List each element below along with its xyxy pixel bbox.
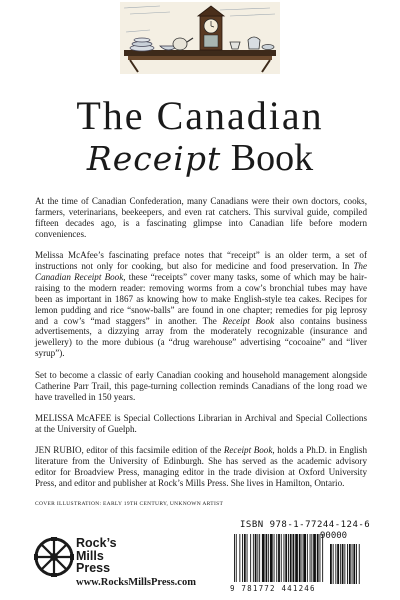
barcode-bar — [337, 544, 339, 584]
barcode-bar — [303, 534, 306, 582]
barcode-bar — [320, 534, 321, 582]
barcode-bars-main — [234, 534, 324, 584]
isbn-label: ISBN 978-1-77244-124-6 — [240, 520, 371, 530]
barcode-bar — [247, 534, 248, 582]
price-code: 90000 — [320, 531, 348, 541]
back-cover-blurb — [35, 196, 367, 521]
editor-bio-text-a: JEN RUBIO, editor of this facsimile edition of the — [35, 445, 224, 456]
shelf-illustration — [120, 2, 280, 74]
barcode-bar — [250, 534, 251, 582]
barcode-bar — [285, 534, 287, 582]
barcode-bar — [311, 534, 312, 582]
mill-wheel-logo-icon — [34, 537, 74, 577]
barcode-bar — [259, 534, 260, 582]
barcode-bar — [268, 534, 269, 582]
cover-illustration-credit: COVER ILLUSTRATION: EARLY 19TH CENTURY, UNKNOWN ARTIST — [35, 501, 224, 508]
editor-bio-title: Receipt Book — [223, 445, 273, 456]
barcode-bar — [253, 534, 254, 582]
barcode-digits: 9 781772 441246 — [230, 584, 316, 593]
publisher-name-line-3: Press — [76, 561, 111, 575]
barcode-bar — [255, 534, 257, 582]
blurb-paragraph-3: Set to become a classic of early Canadian cooking and household management alongside Catherine Parr Trail, this page-turning collection reminds Canadians of the long road we have travelled in 150 years. — [35, 369, 367, 402]
barcode-bar — [234, 534, 235, 582]
barcode-bar — [242, 534, 243, 582]
barcode-bar — [257, 534, 258, 582]
blurb-paragraph-1: At the time of Canadian Confederation, many Canadians were their own doctors, cooks, farmers, veterinarians, beekeepers, and even rat catchers. This survival guide, compiled fifteen decades ago, is a fascinating glimpse into Canadian life before modern conveniences. — [35, 196, 367, 239]
barcode-bar — [340, 544, 341, 584]
title-word-book: Book — [230, 137, 314, 179]
publisher-name-line-2: Mills — [76, 548, 104, 563]
barcode-bar — [342, 544, 344, 584]
barcode-bars-addon — [330, 544, 366, 586]
blurb-p2-short-title: Receipt Book — [222, 315, 275, 326]
editor-bio-text-b: , holds a Ph.D. in English literature from the University of Edinburgh. She has served as the academic advisory editor for Broadview Press, managing editor in the trade division at Oxford University Press, and editor and publisher at Rock’s Mills Press. She lives in Hamilton, Ontario. — [35, 445, 368, 488]
barcode-bar — [310, 534, 311, 582]
barcode-bar — [330, 544, 332, 584]
title-line-2 — [0, 136, 400, 180]
barcode-bar — [278, 534, 280, 582]
publisher-name-line-1: Rock’s — [76, 536, 117, 550]
editor-bio-rubio — [35, 445, 367, 489]
barcode-bar — [302, 534, 303, 582]
barcode-bar — [276, 534, 277, 582]
publisher-name — [76, 537, 146, 575]
blurb-p2-text-b: , these “receipts” cover many tasks, some of which may be hair-raising to the modern reader: removing worms from a cow’s bronchial tubes may have been as important in 1867 as knowing how to make English-style tea cakes. Recipes for lemon pudding and rice “snow-balls” are found in one chapter; remedies for pig leprosy and a cow’s “mad staggers” in another. The — [35, 271, 367, 326]
barcode-bar — [317, 534, 319, 582]
barcode-bar — [295, 534, 298, 582]
barcode-bar — [307, 534, 308, 582]
barcode-bar — [352, 544, 353, 584]
blurb-p2-text-c: also contains business advertisements, a dizzying array from the moderately recognizable (insurance and jewellery) to the more dubious (a “drug warehouse” advertising “cocoaine” and “liver syrup”). — [35, 315, 367, 359]
blurb-p2-title: The Canadian Receipt Book — [35, 261, 367, 282]
barcode-bar — [353, 544, 355, 584]
barcode-bar — [293, 534, 295, 582]
title-line-1: The Canadian — [76, 93, 324, 138]
barcode-bar — [347, 544, 348, 584]
barcode-bar — [359, 544, 360, 584]
blurb-paragraph-2 — [35, 250, 367, 359]
barcode-bar — [290, 534, 292, 582]
barcode-bar — [284, 534, 285, 582]
barcode-bar — [356, 544, 357, 584]
barcode-bar — [322, 534, 323, 582]
barcode-bar — [313, 534, 316, 582]
author-bio-mcafee: MELISSA McAFEE is Special Collections Librarian in Archival and Special Collections at the University of Guelph. — [35, 412, 367, 434]
barcode-bar — [349, 544, 351, 584]
publisher-website[interactable]: www.RocksMillsPress.com — [76, 577, 196, 588]
barcode-bar — [344, 544, 345, 584]
barcode-bar — [288, 534, 289, 582]
barcode-bar — [236, 534, 237, 582]
barcode-bar — [266, 534, 268, 582]
barcode-bar — [299, 534, 301, 582]
barcode-bar — [262, 534, 265, 582]
barcode-bar — [281, 534, 282, 582]
barcode-bar — [333, 544, 334, 584]
barcode-bar — [244, 534, 246, 582]
barcode-bar — [270, 534, 273, 582]
barcode-bar — [274, 534, 275, 582]
barcode-bar — [335, 544, 336, 584]
barcode-bar — [239, 534, 240, 582]
blurb-p2-text-a: Melissa McAfee’s fascinating preface notes that “receipt” is an older term, a set of instructions not only for cooking, but also for medicine and food preservation. In — [35, 250, 367, 272]
title-script-word: Receipt — [86, 139, 222, 178]
